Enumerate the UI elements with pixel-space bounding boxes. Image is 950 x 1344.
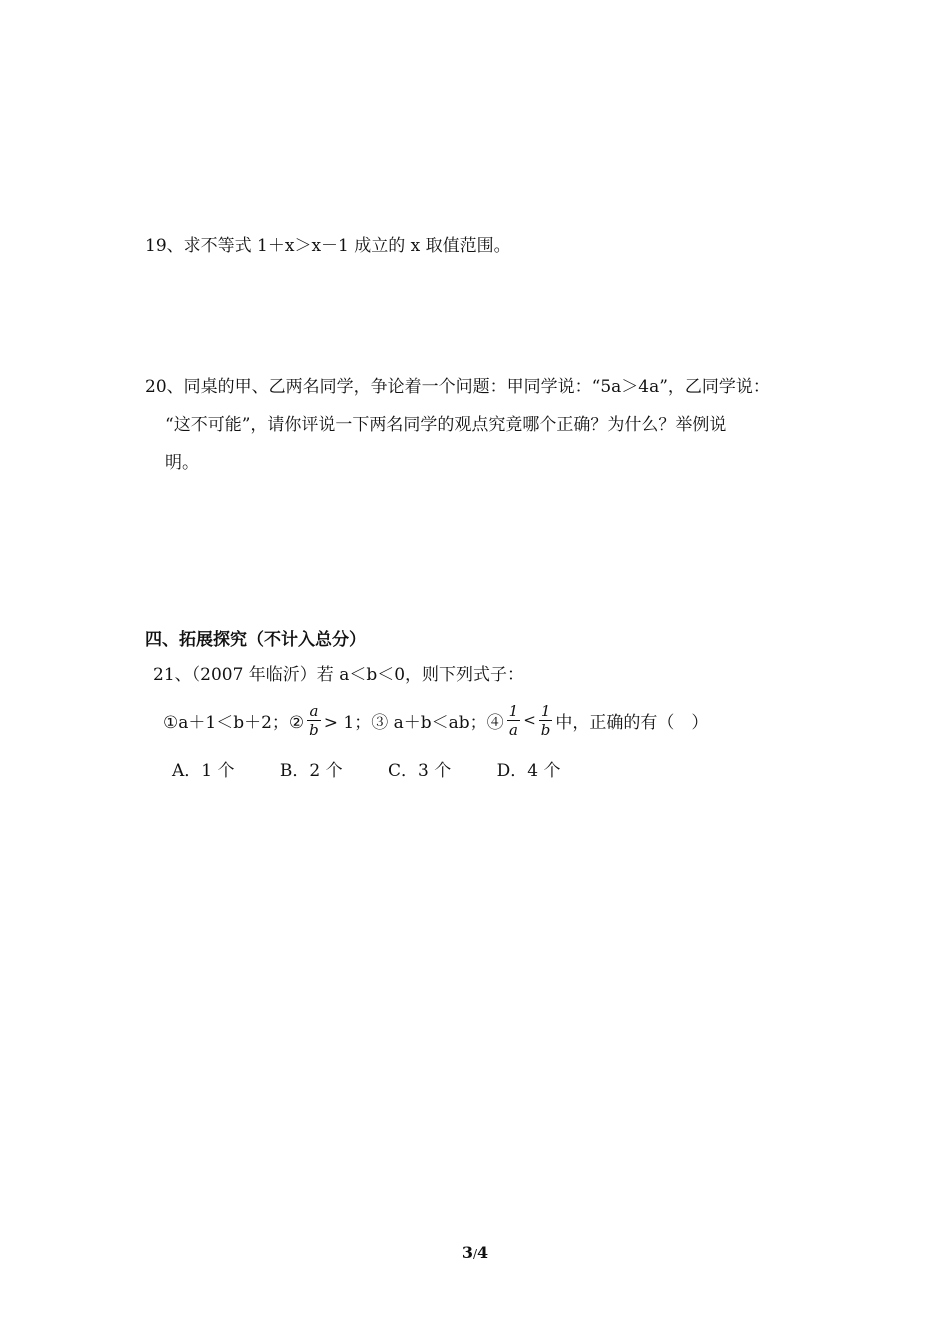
less-than-sign: < [523, 711, 536, 729]
choice-c: C．3 个 [388, 761, 452, 781]
item-2-rest-text: > 1；③ a＋b＜ab；④ [323, 712, 504, 733]
fraction-numerator: 1 [508, 701, 519, 720]
fraction-a-over-b [307, 702, 321, 739]
page-separator: / [472, 1247, 478, 1261]
section-title: 四、拓展探究（不计入总分） [145, 630, 366, 650]
answer-choices [172, 756, 601, 781]
item-end-text: 中，正确的有（ ） [555, 712, 709, 733]
choice-a: A．1 个 [172, 761, 235, 781]
page-number [0, 1243, 950, 1262]
question-21-stem: 21、（2007 年临沂）若 a＜b＜0，则下列式子： [153, 665, 525, 685]
question-20-line-1: 20、同桌的甲、乙两名同学，争论着一个问题：甲同学说：“5a＞4a”，乙同学说： [145, 377, 770, 397]
fraction-denominator: a [508, 720, 518, 739]
question-20-line-3: 明。 [165, 453, 199, 473]
fraction-1-over-b [539, 702, 553, 739]
fraction-denominator: b [309, 720, 319, 739]
fraction-denominator: b [540, 720, 551, 739]
question-20-line-2: “这不可能”，请你评说一下两名同学的观点究竟哪个正确？为什么？举例说 [165, 415, 727, 435]
fraction-numerator: a [309, 701, 319, 720]
total-pages: 4 [477, 1243, 489, 1262]
question-19: 19、求不等式 1＋x＞x－1 成立的 x 取值范围。 [145, 236, 511, 256]
choice-b: B．2 个 [279, 761, 343, 781]
fraction-1-over-a [507, 702, 521, 739]
choice-d: D．4 个 [496, 761, 561, 781]
question-21-items [163, 697, 708, 743]
item-1-text: ①a＋1＜b＋2；② [163, 712, 305, 733]
fraction-numerator: 1 [540, 701, 551, 720]
current-page: 3 [461, 1243, 473, 1262]
